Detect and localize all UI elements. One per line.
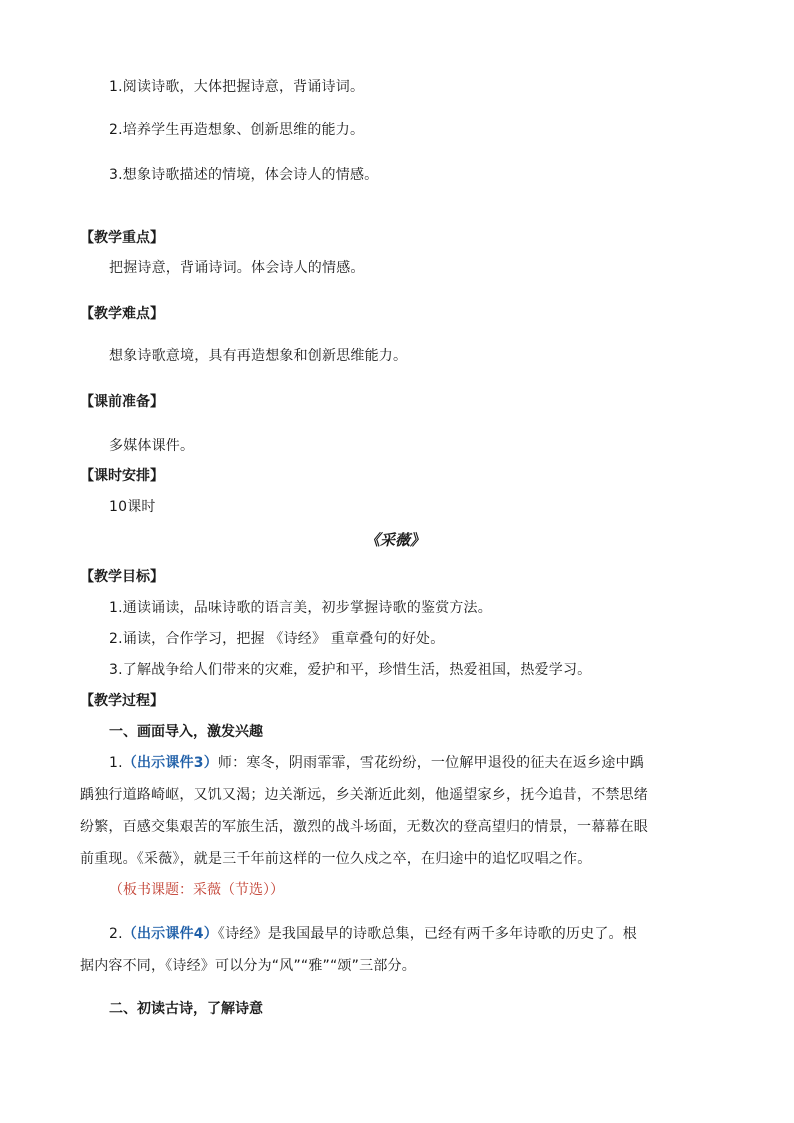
paragraph-2-number: 2. bbox=[109, 926, 123, 942]
paragraph-2-line-1: 《诗经》是我国最早的诗歌总集，已经有两千多年诗歌的历史了。根 bbox=[217, 926, 637, 942]
paragraph-1-line-3: 纷繁，百感交集艰苦的军旅生活，激烈的战斗场面，无数次的登高望归的情景，一幕幕在眼 bbox=[80, 819, 648, 835]
goal-item-3: 3.想象诗歌描述的情境，体会诗人的情感。 bbox=[109, 167, 379, 183]
key-points-text: 把握诗意，背诵诗词。体会诗人的情感。 bbox=[109, 260, 365, 276]
goal-item-2: 2.培养学生再造想象、创新思维的能力。 bbox=[109, 122, 365, 138]
board-note: （板书课题：采薇（节选）） bbox=[109, 882, 284, 898]
paragraph-1-line-1: 师：寒冬，阴雨霏霏，雪花纷纷，一位解甲退役的征夫在返乡途中踽 bbox=[217, 755, 644, 771]
goal-item-1: 1.阅读诗歌，大体把握诗意，背诵诗词。 bbox=[109, 79, 365, 95]
paragraph-1-line-4: 前重现。《采薇》，就是三千年前这样的一位久戍之卒，在归途中的追忆叹唱之作。 bbox=[80, 851, 592, 867]
difficulties-heading: 【教学难点】 bbox=[80, 306, 164, 322]
paragraph-2-line-2: 据内容不同，《诗经》可以分为“风”“雅”“颂”三部分。 bbox=[80, 958, 416, 974]
paragraph-2-first-line bbox=[109, 924, 637, 944]
lesson-goals-heading: 【教学目标】 bbox=[80, 569, 164, 585]
lesson-goal-item-2: 2.诵读，合作学习，把握 《诗经》 重章叠句的好处。 bbox=[109, 631, 445, 647]
preparation-heading: 【课前准备】 bbox=[80, 394, 164, 410]
lesson-goal-item-3: 3.了解战争给人们带来的灾难，爱护和平，珍惜生活，热爱祖国，热爱学习。 bbox=[109, 662, 592, 678]
schedule-text: 10课时 bbox=[109, 499, 156, 515]
key-points-heading: 【教学重点】 bbox=[80, 230, 164, 246]
courseware-tag-3: （出示课件3） bbox=[122, 755, 218, 771]
courseware-tag-4: （出示课件4） bbox=[122, 926, 218, 942]
preparation-text: 多媒体课件。 bbox=[109, 438, 195, 454]
lesson-title: 《采薇》 bbox=[365, 531, 426, 549]
lesson-goal-item-1: 1.通读诵读，品味诗歌的语言美，初步掌握诗歌的鉴赏方法。 bbox=[109, 600, 492, 616]
paragraph-1-line-2: 踽独行道路崎岖，又饥又渴；边关渐远，乡关渐近此刻，他遥望家乡，抚今追昔，不禁思绪 bbox=[80, 787, 648, 803]
paragraph-1-first-line bbox=[109, 753, 644, 773]
section-2-title: 二、初读古诗，了解诗意 bbox=[109, 1001, 263, 1017]
section-1-title: 一、画面导入，激发兴趣 bbox=[109, 724, 263, 740]
paragraph-1-number: 1. bbox=[109, 755, 123, 771]
process-heading: 【教学过程】 bbox=[80, 693, 164, 709]
difficulties-text: 想象诗歌意境，具有再造想象和创新思维能力。 bbox=[109, 348, 408, 364]
schedule-heading: 【课时安排】 bbox=[80, 468, 164, 484]
